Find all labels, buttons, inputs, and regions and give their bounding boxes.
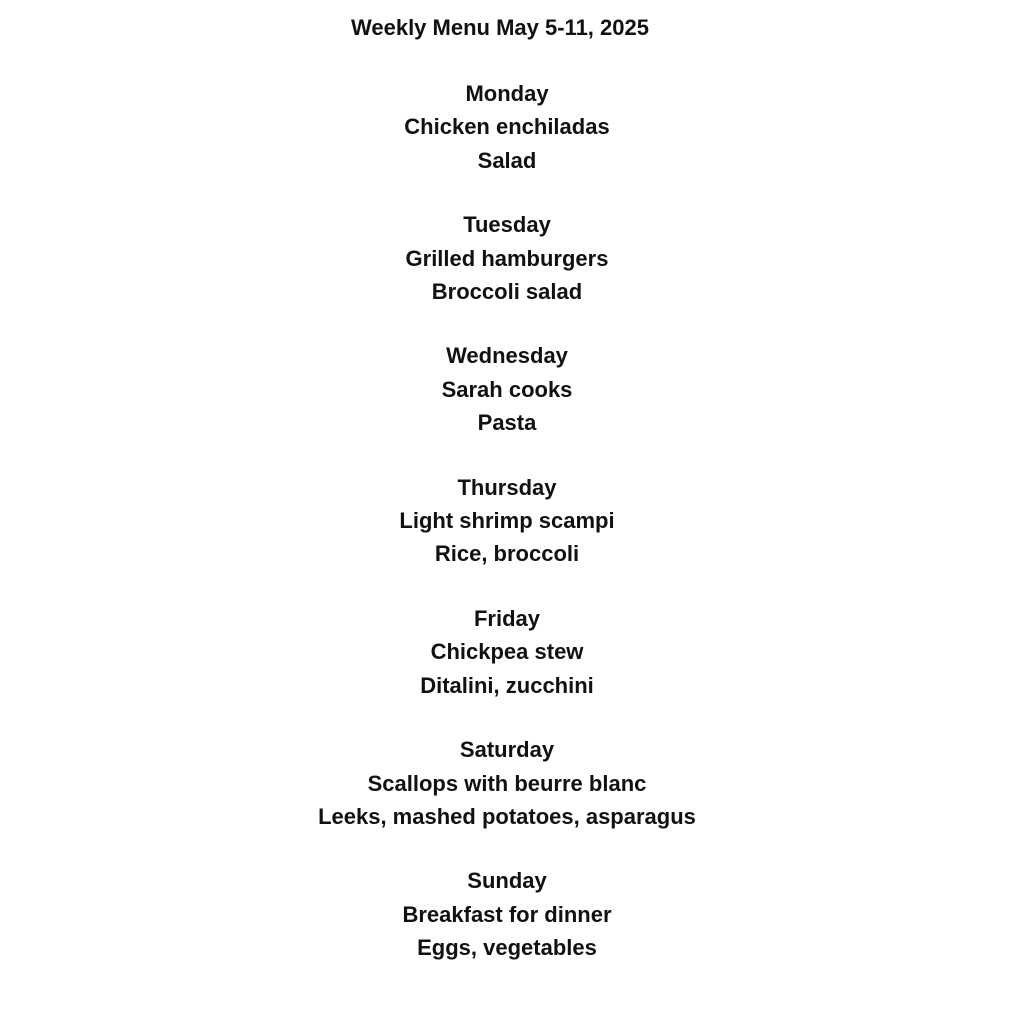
- main-dish: Breakfast for dinner: [402, 901, 612, 927]
- day-block-sunday: [0, 864, 1014, 964]
- side-dish: Broccoli salad: [431, 279, 583, 305]
- side-dish: Ditalini, zucchini: [420, 672, 594, 698]
- day-name: Thursday: [457, 474, 557, 500]
- day-block-monday: [0, 77, 1014, 177]
- day-block-tuesday: [0, 208, 1014, 308]
- main-dish: Grilled hamburgers: [405, 245, 609, 271]
- day-block-friday: [0, 602, 1014, 702]
- day-name: Saturday: [459, 737, 555, 763]
- day-name: Monday: [465, 81, 549, 106]
- day-block-saturday: [0, 733, 1014, 833]
- main-dish: Light shrimp scampi: [399, 508, 615, 534]
- day-name: Tuesday: [463, 212, 551, 238]
- side-dish: Rice, broccoli: [434, 541, 580, 567]
- main-dish: Chickpea stew: [430, 639, 584, 665]
- main-dish: Scallops with beurre blanc: [367, 770, 647, 796]
- main-dish: Chicken enchiladas: [404, 114, 610, 140]
- side-dish: Eggs, vegetables: [417, 935, 597, 961]
- side-dish: Salad: [477, 147, 537, 173]
- side-dish: Leeks, mashed potatoes, asparagus: [318, 803, 696, 829]
- weekly-menu: [0, 10, 1014, 965]
- day-name: Friday: [473, 605, 541, 631]
- day-block-thursday: [0, 471, 1014, 571]
- day-block-wednesday: [0, 339, 1014, 439]
- day-name: Sunday: [467, 868, 547, 894]
- side-dish: Pasta: [477, 410, 537, 436]
- menu-title: Weekly Menu May 5-11, 2025: [351, 15, 649, 40]
- main-dish: Sarah cooks: [441, 376, 573, 402]
- day-name: Wednesday: [446, 343, 568, 369]
